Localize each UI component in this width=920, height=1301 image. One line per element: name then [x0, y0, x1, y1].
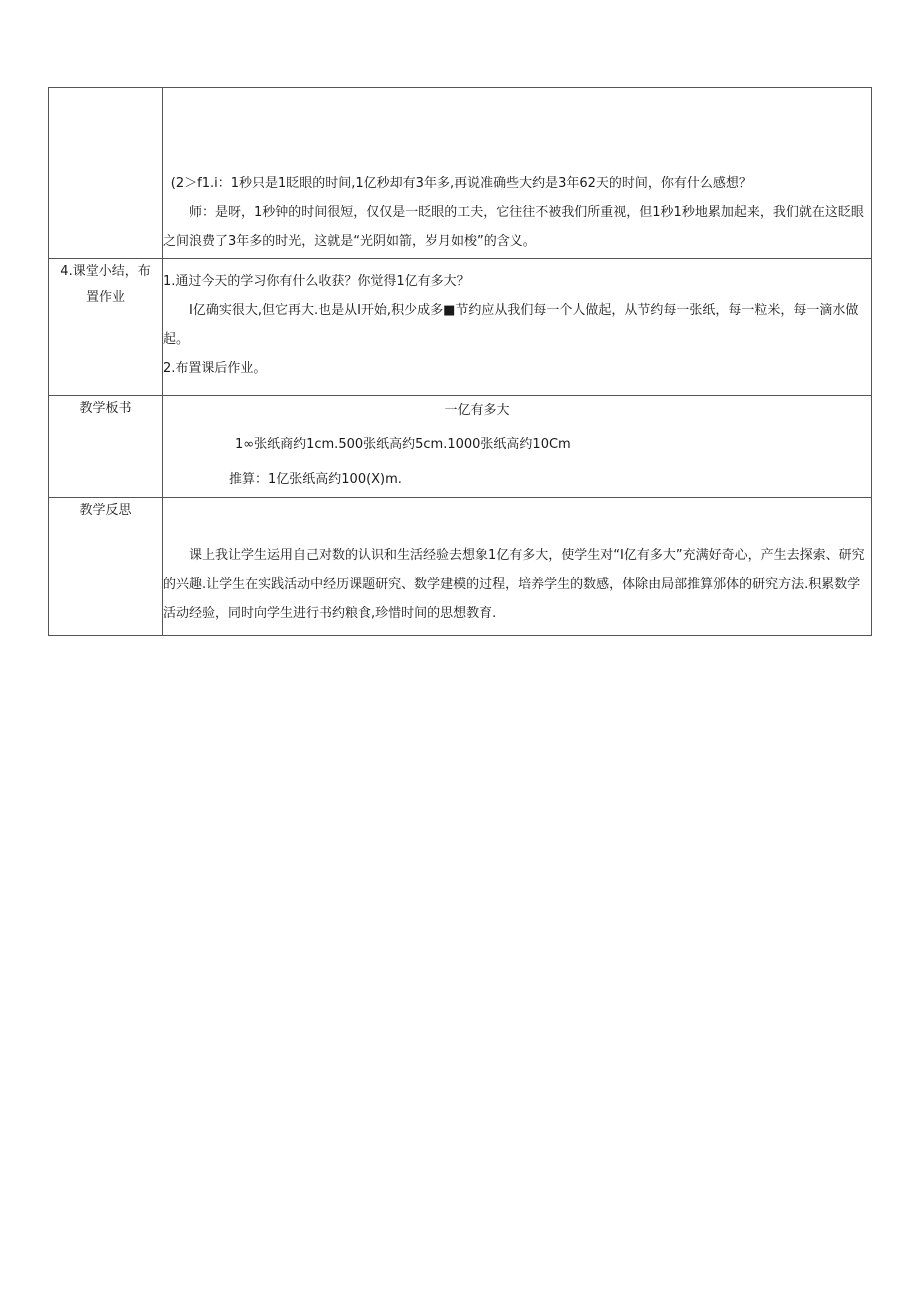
board-title: 一亿有多大 — [444, 403, 510, 418]
homework-text: 2.布置课后作业。 — [163, 361, 267, 376]
table-row — [49, 498, 872, 636]
row-content — [163, 259, 872, 396]
row-label — [49, 396, 163, 498]
row-label-text: 4.课堂小结，布置作业 — [60, 264, 151, 305]
summary-question: 1.通过今天的学习你有什么收获？你觉得1亿有多大？ — [163, 274, 470, 289]
table-row — [49, 259, 872, 396]
row-content — [163, 396, 872, 498]
row-label-text: 教学反思 — [79, 503, 132, 518]
question-text: (2＞f1.i：1秒只是1眨眼的时间,1亿秒却有3年多,再说准确些大约是3年62天的时间，你有什么感想？ — [170, 176, 752, 191]
row-label-text: 教学板书 — [79, 401, 132, 416]
table-row — [49, 396, 872, 498]
row-content — [163, 498, 872, 636]
row-content — [163, 88, 872, 259]
teacher-answer-text: 师：是呀，1秒钟的时间很短，仅仅是一眨眼的工夫，它往往不被我们所重视，但1秒1秒地累加起来，我们就在这眨眼之间浪费了3年多的时光，这就是“光阴如箭，岁月如梭”的含义。 — [163, 205, 864, 249]
board-line-1: 1∞张纸商约1cm.500张纸高约5cm.1000张纸高约10Cm — [235, 437, 571, 452]
table-row — [49, 88, 872, 259]
row-label — [49, 88, 163, 259]
row-label — [49, 259, 163, 396]
board-line-2: 推算：1亿张纸高约100(X)m. — [229, 472, 402, 487]
reflection-text: 课上我让学生运用自己对数的认识和生活经验去想象1亿有多大，使学生对“I亿有多大”充满好奇心，产生去探索、研究的兴趣.让学生在实践活动中经历课题研究、数学建模的过程，培养学生的数感，体除由局部推算邠体的研究方法.积累数学活动经验，同时向学生进行书约粮食,珍惜时间的思想教育. — [163, 548, 865, 621]
summary-answer: I亿确实很大,但它再大.也是从I开始,积少成多■节约应从我们每一个人做起，从节约每一张纸，每一粒米，每一滴水做起。 — [163, 303, 859, 347]
lesson-plan-table — [48, 87, 872, 636]
row-label — [49, 498, 163, 636]
